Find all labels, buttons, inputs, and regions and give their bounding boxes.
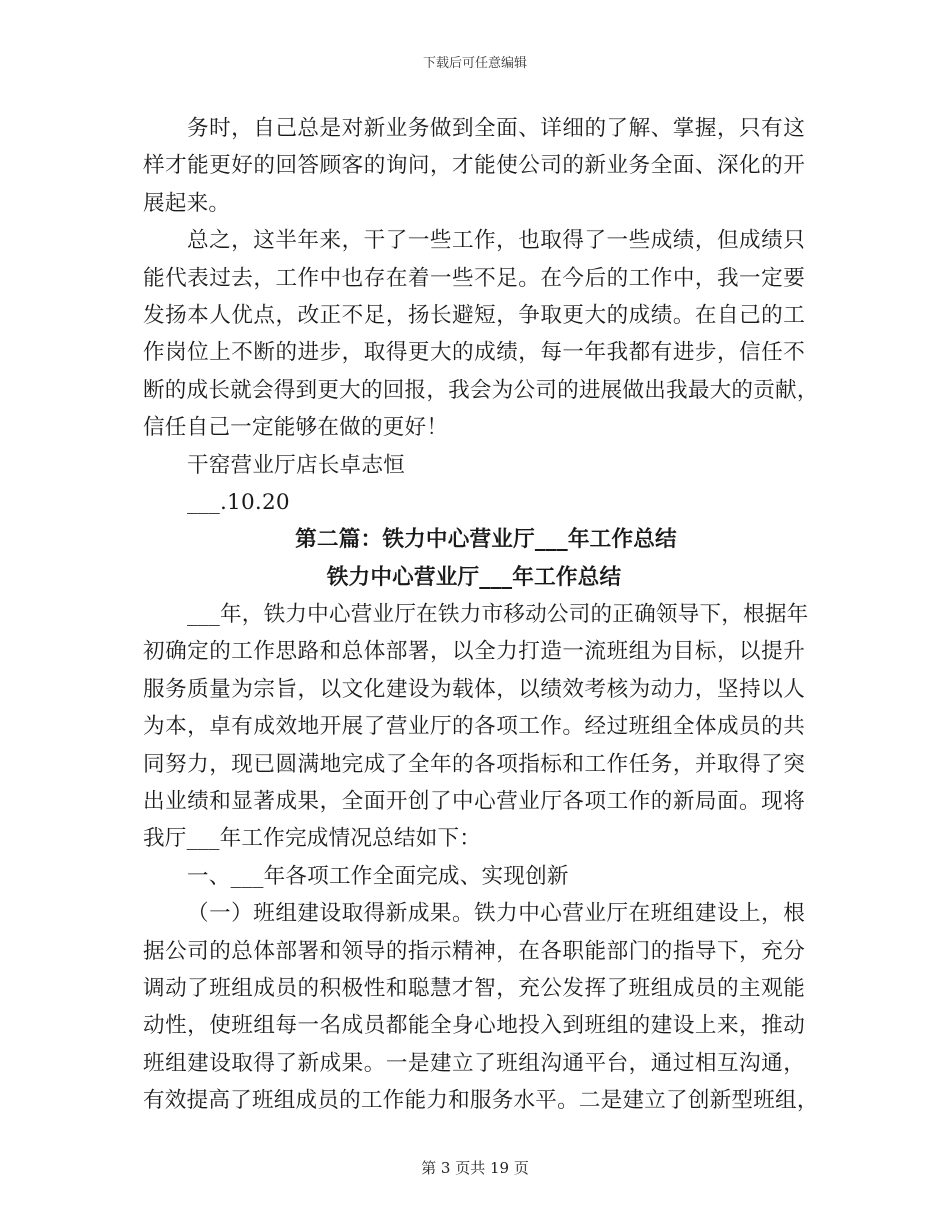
paragraph-line: ___年，铁力中心营业厅在铁力市移动公司的正确领导下，根据年 [187,602,809,628]
paragraph-line: 据公司的总体部署和领导的指示精神，在各职能部门的指导下，充分 [143,938,805,964]
signature-line: 干窑营业厅店长卓志恒 [187,452,405,478]
paragraph-line: 调动了班组成员的积极性和聪慧才智，充公发挥了班组成员的主观能 [143,975,805,1001]
paragraph-line: （一）班组建设取得新成果。铁力中心营业厅在班组建设上，根 [187,901,805,927]
section-title: 第二篇：铁力中心营业厅___年工作总结 [295,527,677,553]
paragraph-line: 能代表过去，工作中也存在着一些不足。在今后的工作中，我一定要 [143,265,805,291]
paragraph-line: 动性，使班组每一名成员都能全身心地投入到班组的建设上来，推动 [143,1013,805,1039]
paragraph-line: 同努力，现已圆满地完成了全年的各项指标和工作任务，并取得了突 [143,751,805,777]
page-header: 下载后可任意编辑 [422,56,527,71]
paragraph-line: 断的成长就会得到更大的回报，我会为公司的进展做出我最大的贡献， [143,377,819,403]
paragraph-line: 服务质量为宗旨，以文化建设为载体，以绩效考核为动力，坚持以人 [143,676,805,702]
paragraph-line: 我厅___年工作完成情况总结如下： [143,826,482,852]
paragraph-line: 作岗位上不断的进步，取得更大的成绩，每一年我都有进步，信任不 [143,340,805,366]
paragraph-line: 初确定的工作思路和总体部署，以全力打造一流班组为目标，以提升 [143,639,805,665]
paragraph-line: 班组建设取得了新成果。一是建立了班组沟通平台，通过相互沟通， [143,1050,805,1076]
paragraph-line: 有效提高了班组成员的工作能力和服务水平。二是建立了创新型班组， [143,1088,819,1114]
paragraph-line: 样才能更好的回答顾客的询问，才能使公司的新业务全面、深化的开 [143,153,805,179]
paragraph-line: 总之，这半年来，干了一些工作，也取得了一些成绩，但成绩只 [187,228,805,254]
paragraph-line: 务时，自己总是对新业务做到全面、详细的了解、掌握，只有这 [187,116,805,141]
section-heading: 一、___年各项工作全面完成、实现创新 [187,863,569,889]
page-footer: 第 3 页共 19 页 [421,1159,529,1177]
document-title: 铁力中心营业厅___年工作总结 [326,564,622,590]
paragraph-line: 为本，卓有成效地开展了营业厅的各项工作。经过班组全体成员的共 [143,714,805,740]
paragraph-line: 发扬本人优点，改正不足，扬长避短，争取更大的成绩。在自己的工 [143,302,805,328]
paragraph-line: 展起来。 [143,190,231,216]
date-line: ___.10.20 [187,489,290,515]
paragraph-line: 出业绩和显著成果，全面开创了中心营业厅各项工作的新局面。现将 [143,789,805,815]
document-body [143,110,819,1120]
paragraph-line: 信任自己一定能够在做的更好！ [143,415,449,441]
